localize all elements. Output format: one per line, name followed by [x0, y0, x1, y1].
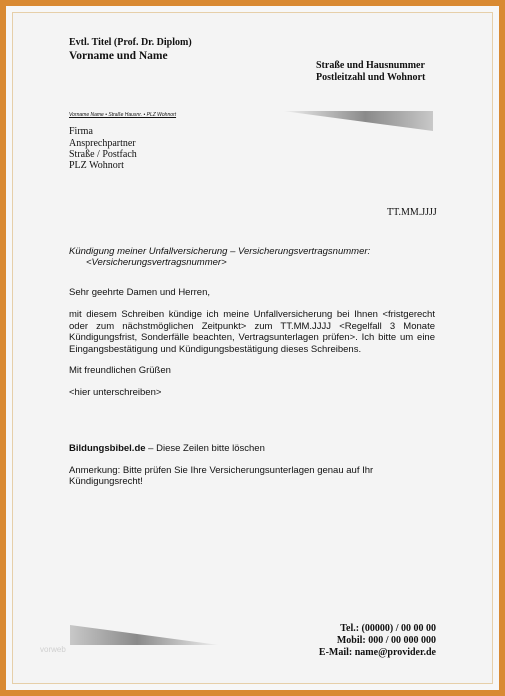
closing: Mit freundlichen Grüßen [69, 365, 171, 376]
body-line-3: Kündigungsfrist, Sonderfälle beachten, Vertragsunterlagen prüfen>. Ich bitte um eine [69, 332, 435, 343]
body-line-1: mit diesem Schreiben kündige ich meine Unfallversicherung bei Ihnen <fristgerecht [69, 309, 435, 320]
return-address-line: Vorname Name • Straße Hausnr. • PLZ Wohnort [69, 112, 177, 118]
note-line-1: Anmerkung: Bitte prüfen Sie Ihre Versicherungsunterlagen genau auf Ihr [69, 465, 374, 476]
salutation: Sehr geehrte Damen und Herren, [69, 287, 210, 298]
body-paragraph [69, 309, 435, 355]
sender-street: Straße und Hausnummer [316, 60, 425, 71]
footer-email: E-Mail: name@provider.de [318, 647, 436, 658]
watermark: vorweb [40, 645, 66, 654]
note-brand: Bildungsbibel.de [69, 443, 146, 454]
subject-line-2: <Versicherungsvertragsnummer> [86, 257, 227, 268]
decorative-wedge-bottom [69, 623, 221, 649]
note-header [69, 443, 265, 454]
signature-placeholder: <hier unterschreiben> [69, 387, 162, 398]
note-line-2: Kündigungsrecht! [69, 476, 143, 487]
body-line-4: Eingangsbestätigung und Kündigungsbestätigung dieses Schreibens. [69, 343, 362, 355]
recipient-company: Firma [69, 126, 93, 137]
sender-title: Evtl. Titel (Prof. Dr. Diplom) [69, 37, 192, 48]
footer-tel: Tel.: (00000) / 00 00 00 [340, 623, 436, 634]
letter-date: TT.MM.JJJJ [387, 207, 437, 218]
recipient-city: PLZ Wohnort [69, 160, 124, 171]
subject-line-1: Kündigung meiner Unfallversicherung – Versicherungsvertragsnummer: [69, 246, 371, 257]
sender-city: Postleitzahl und Wohnort [316, 72, 426, 83]
note-brand-rest: – Diese Zeilen bitte löschen [145, 443, 265, 454]
decorative-wedge-top [283, 109, 435, 133]
sender-name: Vorname und Name [69, 50, 168, 62]
recipient-street: Straße / Postfach [69, 149, 137, 160]
body-line-2: oder zum nächstmöglichen Zeitpunkt> zum TT.MM.JJJJ <Regelfall 3 Monate [69, 320, 435, 332]
footer-mobil: Mobil: 000 / 00 000 000 [336, 635, 436, 646]
recipient-contact: Ansprechpartner [69, 138, 136, 149]
